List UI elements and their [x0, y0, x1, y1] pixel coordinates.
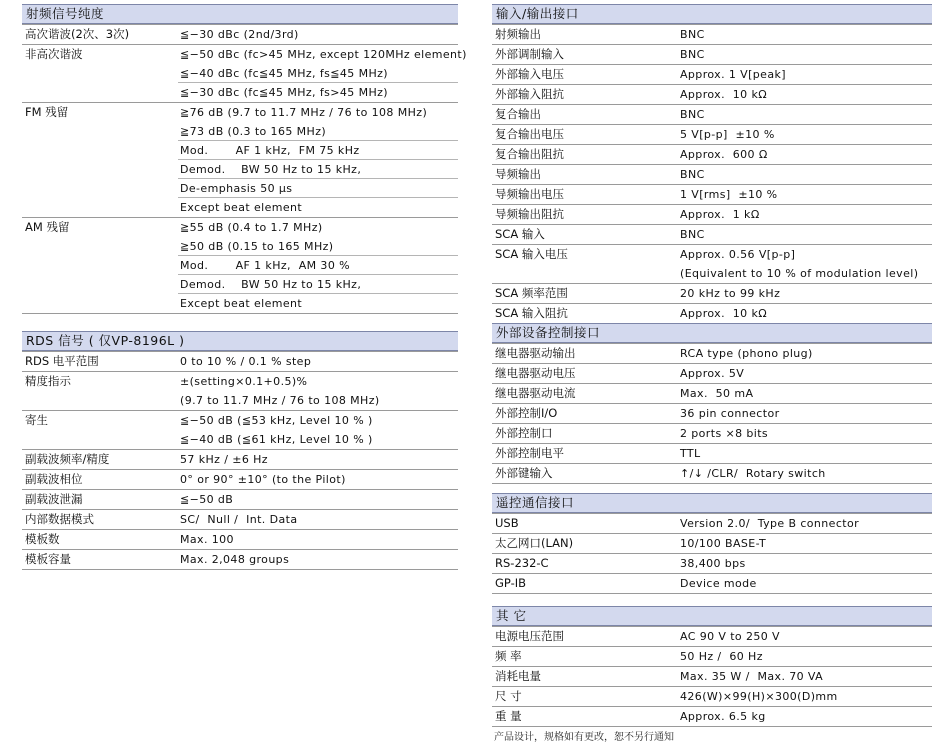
- spec-value: Demod. BW 50 Hz to 15 kHz,: [180, 278, 362, 291]
- spec-value: Approx. 5V: [680, 367, 745, 380]
- spec-value: Max. 2,048 groups: [180, 553, 290, 566]
- spec-rows: [492, 24, 932, 324]
- spec-row: [492, 245, 932, 264]
- spec-row: [492, 45, 932, 65]
- spec-label: 副载波泄漏: [25, 492, 83, 506]
- spec-label: USB: [495, 516, 519, 530]
- section-title: 输入/输出接口: [492, 4, 932, 24]
- spec-label: 外部调制输入: [495, 47, 564, 61]
- spec-row: [492, 364, 932, 384]
- spec-label: SCA 输入阻抗: [495, 306, 568, 320]
- remote-section: [492, 493, 932, 594]
- spec-row: [492, 185, 932, 205]
- spec-label: 精度指示: [25, 374, 71, 388]
- spec-label: 外部控制口: [495, 426, 553, 440]
- spec-row: [22, 237, 458, 256]
- spec-row: [492, 687, 932, 707]
- spec-label: AM 残留: [25, 220, 70, 234]
- spec-row: [22, 45, 467, 64]
- spec-row: [492, 225, 932, 245]
- spec-row: [492, 554, 932, 574]
- spec-label: SCA 频率范围: [495, 286, 568, 300]
- spec-label: 射频输出: [495, 27, 541, 41]
- spec-value: Approx. 1 kΩ: [680, 208, 760, 221]
- spec-value: BNC: [680, 168, 705, 181]
- spec-label: 频 率: [495, 649, 522, 663]
- spec-label: 外部输入电压: [495, 67, 564, 81]
- spec-value: BNC: [680, 108, 705, 121]
- spec-label: SCA 输入电压: [495, 247, 568, 261]
- spec-row: [22, 179, 458, 198]
- spec-rows: [492, 343, 932, 484]
- spec-label: 高次谐波(2次、3次): [25, 27, 130, 41]
- spec-label: 消耗电量: [495, 669, 541, 683]
- spec-row: [492, 284, 932, 304]
- spec-row: [22, 351, 458, 372]
- spec-value: RCA type (phono plug): [680, 347, 813, 360]
- spec-value: Approx. 1 V[peak]: [680, 68, 786, 81]
- spec-value: Approx. 600 Ω: [680, 148, 768, 161]
- spec-row: [22, 198, 458, 218]
- spec-row: [492, 264, 932, 284]
- spec-value: Device mode: [680, 577, 757, 590]
- spec-label: 模板数: [25, 532, 60, 546]
- spec-rows: [22, 351, 458, 570]
- spec-rows: [492, 513, 932, 594]
- spec-rows: [492, 626, 932, 727]
- spec-row: [22, 550, 458, 570]
- spec-value: ↑/↓ /CLR/ Rotary switch: [680, 467, 826, 480]
- section-title: 遥控通信接口: [492, 493, 932, 513]
- spec-value: ≦−50 dB: [180, 493, 234, 506]
- spec-label: 非高次谐波: [25, 47, 83, 61]
- spec-label: 外部输入阻抗: [495, 87, 564, 101]
- spec-row: [492, 125, 932, 145]
- spec-label: 导频输出阻抗: [495, 207, 564, 221]
- spec-value: 57 kHz / ±6 Hz: [180, 453, 268, 466]
- spec-row: [22, 450, 458, 470]
- spec-label: 副载波频率/精度: [25, 452, 110, 466]
- spec-value: ≦−30 dBc (fc≦45 MHz, fs>45 MHz): [180, 86, 388, 99]
- spec-label: 继电器驱动电流: [495, 386, 576, 400]
- spec-row: [22, 294, 458, 314]
- spec-value: Max. 100: [180, 533, 234, 546]
- spec-row: [492, 304, 932, 324]
- spec-value: 38,400 bps: [680, 557, 746, 570]
- spec-value: Max. 35 W / Max. 70 VA: [680, 670, 824, 683]
- spec-label: 电源电压范围: [495, 629, 564, 643]
- section-title: 其 它: [492, 606, 932, 626]
- spec-value: 1 V[rms] ±10 %: [680, 188, 778, 201]
- spec-label: 重 量: [495, 709, 522, 723]
- left-column: [22, 4, 467, 566]
- spec-row: [22, 430, 458, 450]
- spec-value: AC 90 V to 250 V: [680, 630, 780, 643]
- spec-row: [22, 275, 458, 294]
- spec-row: [492, 444, 932, 464]
- spec-row: [492, 105, 932, 125]
- spec-value: Except beat element: [180, 201, 303, 214]
- section-title: 外部设备控制接口: [492, 323, 932, 343]
- spec-label: 导频输出电压: [495, 187, 564, 201]
- spec-row: [22, 530, 458, 550]
- ext-control-section: [492, 323, 932, 484]
- spec-value: ≦−40 dB (≦61 kHz, Level 10 % ): [180, 433, 373, 446]
- spec-label: SCA 输入: [495, 227, 545, 241]
- spec-row: [22, 256, 458, 275]
- spec-value: TTL: [680, 447, 701, 460]
- spec-value: (Equivalent to 10 % of modulation level): [680, 267, 919, 280]
- spec-label: 太乙网口(LAN): [495, 536, 574, 550]
- spec-label: RDS 电平范围: [25, 354, 99, 368]
- spec-label: 继电器驱动电压: [495, 366, 576, 380]
- spec-row: [22, 64, 458, 83]
- spec-value: (9.7 to 11.7 MHz / 76 to 108 MHz): [180, 394, 380, 407]
- spec-value: Mod. AF 1 kHz, AM 30 %: [180, 259, 350, 272]
- spec-value: Approx. 0.56 V[p-p]: [680, 248, 796, 261]
- spec-value: 426(W)×99(H)×300(D)mm: [680, 690, 838, 703]
- spec-row: [492, 707, 932, 727]
- section-title: RDS 信号 ( 仅VP-8196L ): [22, 331, 458, 351]
- spec-row: [492, 574, 932, 594]
- spec-value: ≦−50 dBc (fc>45 MHz, except 120MHz element): [180, 48, 467, 61]
- section-title: 射频信号纯度: [22, 4, 458, 24]
- spec-value: BNC: [680, 48, 705, 61]
- spec-label: 继电器驱动输出: [495, 346, 576, 360]
- spec-value: 10/100 BASE-T: [680, 537, 767, 550]
- spec-label: 外部键输入: [495, 466, 553, 480]
- spec-label: 尺 寸: [495, 689, 522, 703]
- spec-value: 2 ports ×8 bits: [680, 427, 769, 440]
- spec-row: [22, 83, 458, 103]
- spec-row: [492, 65, 932, 85]
- spec-value: Approx. 10 kΩ: [680, 307, 768, 320]
- right-column: [492, 4, 932, 749]
- spec-value: ≧76 dB (9.7 to 11.7 MHz / 76 to 108 MHz): [180, 106, 428, 119]
- spec-value: BNC: [680, 228, 705, 241]
- spec-value: BNC: [680, 28, 705, 41]
- spec-value: 0° or 90° ±10° (to the Pilot): [180, 473, 346, 486]
- spec-row: [22, 160, 458, 179]
- spec-value: ≧55 dB (0.4 to 1.7 MHz): [180, 221, 323, 234]
- spec-row: [492, 145, 932, 165]
- spec-rows: [22, 24, 467, 314]
- spec-row: [492, 24, 932, 45]
- spec-label: 内部数据模式: [25, 512, 94, 526]
- spec-value: 0 to 10 % / 0.1 % step: [180, 355, 312, 368]
- spec-label: 副载波相位: [25, 472, 83, 486]
- spec-value: ≦−40 dBc (fc≦45 MHz, fs≦45 MHz): [180, 67, 388, 80]
- other-section: [492, 606, 932, 727]
- spec-row: [492, 647, 932, 667]
- footnote: 产品设计，规格如有更改，恕不另行通知: [494, 732, 674, 743]
- spec-row: [22, 218, 458, 237]
- spec-label: 模板容量: [25, 552, 71, 566]
- spec-row: [492, 667, 932, 687]
- spec-value: De-emphasis 50 μs: [180, 182, 293, 195]
- spec-row: [22, 372, 458, 391]
- spec-row: [22, 470, 458, 490]
- spec-value: 20 kHz to 99 kHz: [680, 287, 781, 300]
- rds-section: [22, 331, 458, 570]
- spec-row: [492, 464, 932, 484]
- spec-label: 复合输出电压: [495, 127, 564, 141]
- spec-label: 外部控制I/O: [495, 406, 558, 420]
- spec-label: 外部控制电平: [495, 446, 564, 460]
- spec-label: RS-232-C: [495, 556, 549, 570]
- spec-row: [22, 103, 458, 122]
- rf-purity-section: [22, 4, 467, 314]
- spec-value: Mod. AF 1 kHz, FM 75 kHz: [180, 144, 360, 157]
- spec-value: Approx. 6.5 kg: [680, 710, 766, 723]
- spec-value: ±(setting×0.1+0.5)%: [180, 375, 308, 388]
- spec-value: Demod. BW 50 Hz to 15 kHz,: [180, 163, 362, 176]
- spec-label: GP-IB: [495, 576, 527, 590]
- spec-value: SC/ Null / Int. Data: [180, 513, 298, 526]
- spec-value: ≧73 dB (0.3 to 165 MHz): [180, 125, 327, 138]
- spec-row: [22, 510, 458, 530]
- spec-row: [22, 24, 458, 45]
- spec-row: [492, 384, 932, 404]
- spec-row: [492, 534, 932, 554]
- spec-value: 36 pin connector: [680, 407, 780, 420]
- spec-row: [492, 404, 932, 424]
- spec-row: [492, 343, 932, 364]
- spec-value: Except beat element: [180, 297, 303, 310]
- spec-value: 50 Hz / 60 Hz: [680, 650, 763, 663]
- spec-row: [22, 141, 458, 160]
- spec-row: [492, 165, 932, 185]
- spec-label: 寄生: [25, 413, 48, 427]
- spec-label: 复合输出阻抗: [495, 147, 564, 161]
- spec-label: 复合输出: [495, 107, 541, 121]
- spec-value: Approx. 10 kΩ: [680, 88, 768, 101]
- spec-row: [22, 490, 458, 510]
- spec-value: Version 2.0/ Type B connector: [680, 517, 860, 530]
- spec-row: [22, 411, 458, 430]
- spec-row: [22, 122, 458, 141]
- spec-label: 导频输出: [495, 167, 541, 181]
- io-interface-section: [492, 4, 932, 324]
- spec-row: [492, 424, 932, 444]
- spec-row: [492, 85, 932, 105]
- spec-value: ≦−30 dBc (2nd/3rd): [180, 28, 299, 41]
- spec-value: Max. 50 mA: [680, 387, 754, 400]
- spec-value: ≦−50 dB (≦53 kHz, Level 10 % ): [180, 414, 373, 427]
- spec-value: ≧50 dB (0.15 to 165 MHz): [180, 240, 334, 253]
- spec-row: [492, 205, 932, 225]
- spec-label: FM 残留: [25, 105, 69, 119]
- spec-row: [492, 513, 932, 534]
- spec-row: [492, 626, 932, 647]
- spec-value: 5 V[p-p] ±10 %: [680, 128, 775, 141]
- spec-row: [22, 391, 458, 411]
